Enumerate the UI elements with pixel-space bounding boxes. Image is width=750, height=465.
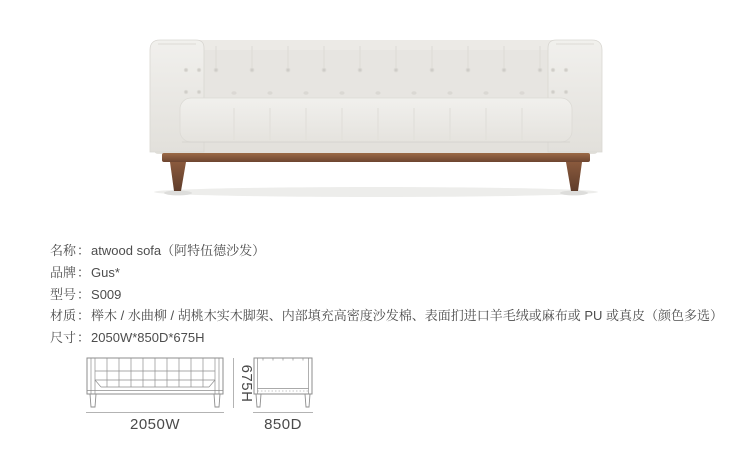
- spec-row-brand: [50, 262, 734, 284]
- spec-label: 尺寸: [50, 330, 77, 346]
- spec-label: 型号: [50, 286, 77, 302]
- spec-row-name: [50, 240, 734, 262]
- spec-label: 名称: [50, 243, 77, 258]
- spec-separator: ：: [77, 264, 91, 280]
- spec-row-material: [50, 305, 734, 327]
- spec-label: 品牌: [50, 264, 77, 280]
- height-dimension-line: [233, 358, 234, 408]
- sofa-side-view-drawing: [253, 357, 313, 409]
- spec-value: 2050W*850D*675H: [91, 330, 205, 346]
- width-dimension-label: 2050W: [129, 416, 181, 433]
- product-spec-list: [50, 240, 734, 349]
- spec-row-size: [50, 327, 734, 349]
- depth-dimension-label: 850D: [264, 416, 302, 433]
- spec-value: Gus*: [91, 264, 120, 280]
- product-photo: [148, 38, 604, 198]
- spec-value: S009: [91, 286, 122, 302]
- spec-separator: ：: [77, 243, 91, 258]
- spec-label: 材质: [50, 308, 77, 324]
- spec-separator: ：: [77, 308, 91, 324]
- height-dimension-label: 675H: [238, 364, 255, 403]
- width-dimension-line: [86, 412, 224, 413]
- spec-separator: ：: [77, 330, 91, 346]
- spec-value: 榉木 / 水曲柳 / 胡桃木实木脚架、内部填充高密度沙发棉、表面扪进口羊毛绒或麻布或 PU 或真皮（颜色多选）: [91, 308, 723, 324]
- depth-dimension-line: [253, 412, 313, 413]
- spec-separator: ：: [77, 286, 91, 302]
- spec-row-model: [50, 284, 734, 306]
- sofa-front-view-drawing: [86, 357, 224, 409]
- spec-value: atwood sofa（阿特伍德沙发）: [91, 243, 266, 258]
- sofa-photo-illustration: [148, 38, 604, 198]
